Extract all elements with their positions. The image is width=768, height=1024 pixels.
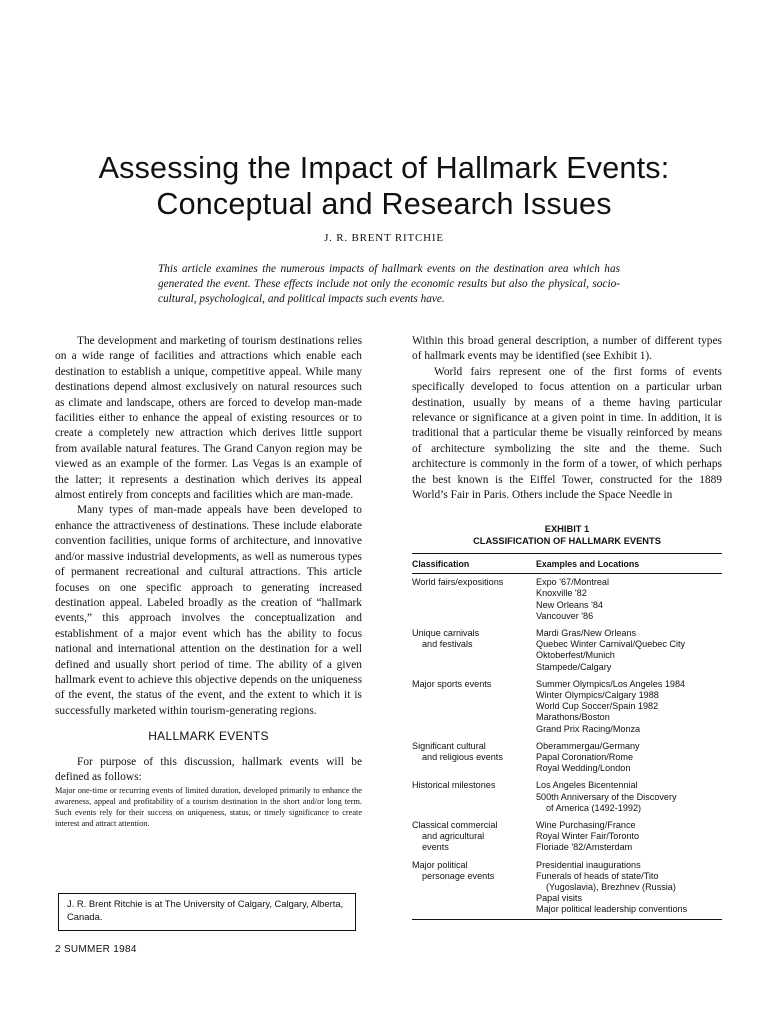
classification-line: and agricultural: [422, 831, 485, 842]
example-line: Papal Coronation/Rome: [536, 752, 634, 763]
paragraph-3: For purpose of this discussion, hallmark events will be defined as follows:: [55, 755, 362, 783]
example-line: Winter Olympics/Calgary 1988: [536, 690, 659, 701]
exhibit-title: CLASSIFICATION OF HALLMARK EVENTS: [473, 535, 661, 546]
exhibit-1: [412, 524, 722, 920]
classification-cell: [412, 780, 536, 820]
example-line: Major political leadership conventions: [536, 904, 688, 915]
abstract: This article examines the numerous impacts of hallmark events on the destination area which has generated the event. These effects include not only the economic results but also the physical, socio-cultural, psychological, and political impacts such events have.: [158, 263, 620, 305]
example-line: Funerals of heads of state/Tito: [536, 870, 659, 881]
table-row: [412, 574, 722, 628]
classification-cell: [412, 574, 536, 628]
examples-cell: [536, 628, 722, 679]
title-line-1: Assessing the Impact of Hallmark Events:: [98, 151, 670, 185]
example-line: Knoxville '82: [536, 588, 587, 599]
classification-cell: [412, 860, 536, 922]
example-line: Quebec Winter Carnival/Quebec City: [536, 639, 686, 650]
classification-line: Major political: [412, 859, 468, 870]
example-line: Papal visits: [536, 893, 582, 904]
classification-line: World fairs/expositions: [412, 577, 504, 588]
classification-line: and religious events: [422, 752, 503, 763]
example-line: Floriade '82/Amsterdam: [536, 842, 633, 853]
example-line: Wine Purchasing/France: [536, 820, 636, 831]
examples-cell: [536, 820, 722, 860]
classification-cell: [412, 741, 536, 781]
classification-line: Significant cultural: [412, 740, 486, 751]
classification-line: and festivals: [422, 639, 473, 650]
exhibit-table: [412, 554, 722, 922]
exhibit-table-body: [412, 574, 722, 922]
title-line-2: Conceptual and Research Issues: [156, 187, 612, 221]
example-line: Royal Wedding/London: [536, 763, 631, 774]
table-row: [412, 820, 722, 860]
classification-line: Major sports events: [412, 678, 492, 689]
table-row: [412, 628, 722, 679]
example-line: World Cup Soccer/Spain 1982: [536, 701, 659, 712]
classification-cell: [412, 679, 536, 741]
paragraph-4: Within this broad general description, a number of different types of hallmark events may be identified (see Exhibit 1).: [412, 335, 722, 363]
definition-quote: Major one-time or recurring events of limited duration, developed primarily to enhance the awareness, appeal and profitability of a tourism destination in the short and/or long term. Such events rely for their success on uniqueness, status, or timely significance to create interest and attract attention.: [55, 786, 362, 829]
table-row: [412, 741, 722, 781]
examples-cell: [536, 679, 722, 741]
right-column: [412, 334, 722, 503]
example-line: Grand Prix Racing/Monza: [536, 723, 641, 734]
example-line: Vancouver '86: [536, 610, 594, 621]
example-line: Oktoberfest/Munich: [536, 650, 615, 661]
exhibit-bottom-rule: [412, 919, 722, 920]
example-line: Marathons/Boston: [536, 712, 610, 723]
example-line: Stampede/Calgary: [536, 661, 612, 672]
examples-cell: [536, 860, 722, 922]
paragraph-2: Many types of man-made appeals have been developed to enhance the attractiveness of destinations. These include elaborate convention facilities, unique forms of architecture, and innovative and/or massive industrial developments, as well as numerous types of permanent recreational and cultural attractions. This article focuses on one specific approach to generating increased destination appeal. Labeled broadly as the creation of “hallmark events,” this approach involves the conceptualization and establishment of a major event which has the ability to focus national and international attention on the destination for a well defined and usually short period of time. The ability of a given hallmark event to achieve this objective depends on the uniqueness of the event, the status of the event, and the extent to which it is successfully marketed within tourism-generating regions.: [55, 504, 362, 717]
classification-cell: [412, 628, 536, 679]
example-line: of America (1492-1992): [546, 802, 642, 813]
author-byline: J. R. BRENT RITCHIE: [324, 232, 444, 244]
example-line: Los Angeles Bicentennial: [536, 780, 638, 791]
example-line: 500th Anniversary of the Discovery: [536, 791, 677, 802]
examples-cell: [536, 780, 722, 820]
classification-cell: [412, 820, 536, 860]
example-line: Summer Olympics/Los Angeles 1984: [536, 678, 686, 689]
table-row: [412, 679, 722, 741]
example-line: New Orleans '84: [536, 599, 603, 610]
exhibit-label: EXHIBIT 1: [544, 524, 590, 534]
classification-line: Classical commercial: [412, 820, 498, 831]
examples-cell: [536, 741, 722, 781]
example-line: Royal Winter Fair/Toronto: [536, 831, 640, 842]
section-heading: HALLMARK EVENTS: [148, 729, 269, 744]
left-column: [55, 334, 362, 829]
table-row: [412, 860, 722, 922]
paragraph-1: The development and marketing of tourism destinations relies on a wide range of facilities and attractions which enable each destination to establish a unique, competitive appeal. While many destinations depend almost exclusively on natural resources such as climate and landscape, others are forced to develop man-made facilities either to enhance the appeal of existing resources or to create a completely new attraction which derives little support from available natural features. The Grand Canyon region may be viewed as an example of the former. Las Vegas is an example of the latter; it represents a destination which derives its appeal almost entirely from concepts and facilities which are man-made.: [55, 335, 362, 502]
author-affiliation-box: J. R. Brent Ritchie is at The University of Calgary, Calgary, Alberta, Canada.: [58, 893, 356, 931]
example-line: Mardi Gras/New Orleans: [536, 628, 637, 639]
paragraph-5: World fairs represent one of the first forms of events specifically developed to focus attention on a particular urban destination, usually by means of a theme having particular relevance or significance at a given point in time. In addition, it is traditional that a particular theme be visually reinforced by means of architecture symbolizing the site and the theme. Such architecture is commonly in the form of a tower, of which perhaps the best known is the Eiffel Tower, constructed for the 1889 World’s Fair in Paris. Others include the Space Needle in: [412, 365, 722, 502]
example-line: Expo '67/Montreal: [536, 577, 610, 588]
column-header-examples: Examples and Locations: [536, 554, 722, 574]
example-line: (Yugoslavia), Brezhnev (Russia): [546, 882, 676, 893]
page-footer: 2 SUMMER 1984: [55, 944, 137, 955]
classification-line: Unique carnivals: [412, 628, 480, 639]
classification-line: Historical milestones: [412, 780, 496, 791]
article-title: [40, 150, 728, 222]
classification-line: events: [422, 842, 449, 853]
examples-cell: [536, 574, 722, 628]
example-line: Oberammergau/Germany: [536, 740, 640, 751]
table-row: [412, 780, 722, 820]
classification-line: personage events: [422, 870, 495, 881]
column-header-classification: Classification: [412, 554, 536, 574]
example-line: Presidential inaugurations: [536, 859, 641, 870]
